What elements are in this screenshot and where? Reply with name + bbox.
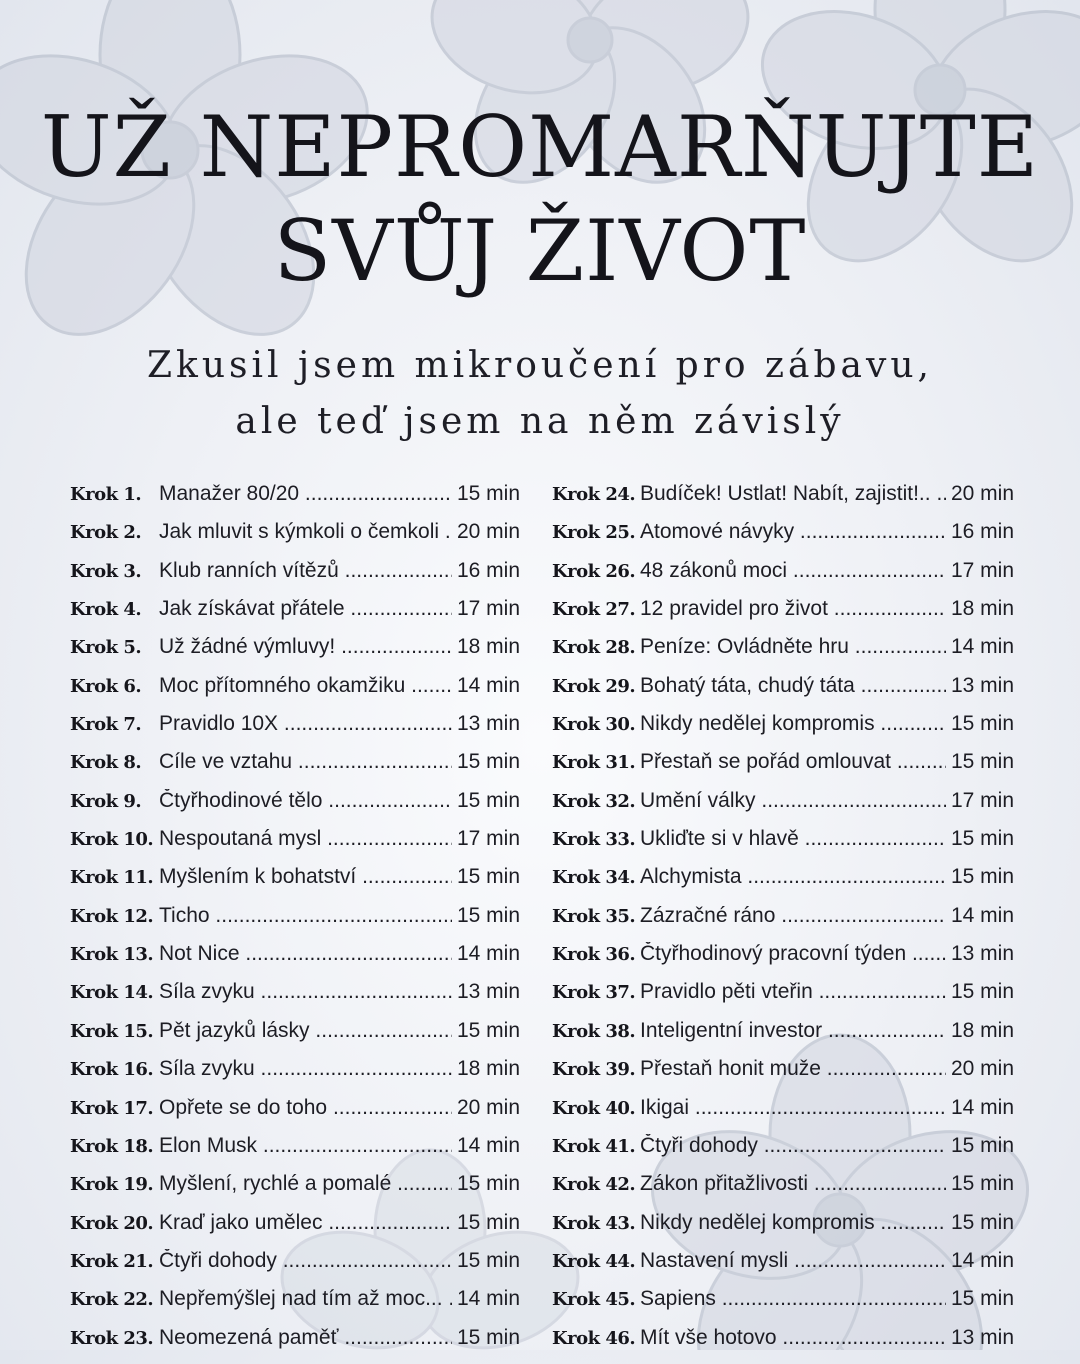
step-duration: 14 min xyxy=(950,635,1014,659)
step-duration: 20 min xyxy=(950,1057,1014,1081)
step-duration: 17 min xyxy=(950,788,1014,812)
step-title: Budíček! Ustlat! Nabít, zajistit!.. ..... xyxy=(640,482,946,506)
title-line-1: UŽ NEPROMARŇUJTE xyxy=(40,98,1040,196)
step-title: Nikdy nedělej kompromis ..... xyxy=(640,1211,946,1235)
step-duration: 18 min xyxy=(456,635,520,659)
step-title: Přestaň honit muže ..... xyxy=(640,1057,946,1081)
step-duration: 13 min xyxy=(950,942,1014,966)
step-number: Krok 11. xyxy=(70,867,154,889)
step-duration: 20 min xyxy=(456,1095,520,1119)
step-duration: 16 min xyxy=(950,520,1014,544)
list-item xyxy=(552,520,1014,558)
step-duration: 15 min xyxy=(950,712,1014,736)
list-item xyxy=(552,750,1014,788)
step-number: Krok 16. xyxy=(70,1059,154,1081)
step-duration: 16 min xyxy=(456,558,520,582)
step-duration: 15 min xyxy=(950,980,1014,1004)
step-number: Krok 46. xyxy=(552,1327,636,1349)
step-duration: 13 min xyxy=(456,980,520,1004)
step-number: Krok 32. xyxy=(552,790,636,812)
step-number: Krok 8. xyxy=(70,752,142,774)
step-title: Umění války ..... xyxy=(640,789,946,813)
list-item xyxy=(70,1211,520,1249)
step-duration: 15 min xyxy=(950,1172,1014,1196)
step-title: Inteligentní investor ..... xyxy=(640,1019,946,1043)
list-item xyxy=(552,827,1014,865)
list-item xyxy=(70,1172,520,1210)
list-item xyxy=(552,674,1014,712)
step-duration: 17 min xyxy=(456,827,520,851)
step-title: Mít vše hotovo ..... xyxy=(640,1326,946,1350)
step-number: Krok 39. xyxy=(552,1059,636,1081)
step-title: Klub ranních vítězů ..... xyxy=(159,559,452,583)
step-title: Čtyřhodinové tělo ..... xyxy=(159,789,452,813)
list-item xyxy=(552,597,1014,635)
step-number: Krok 22. xyxy=(70,1289,154,1311)
step-title: Jak získávat přátele ..... xyxy=(159,597,452,621)
step-duration: 15 min xyxy=(456,788,520,812)
list-item xyxy=(70,1326,520,1364)
step-title: Jak mluvit s kýmkoli o čemkoli ..... xyxy=(159,520,452,544)
step-number: Krok 30. xyxy=(552,714,636,736)
step-duration: 18 min xyxy=(950,597,1014,621)
list-item xyxy=(70,1287,520,1325)
step-duration: 14 min xyxy=(950,903,1014,927)
steps-list-right xyxy=(552,482,1014,1364)
list-item xyxy=(70,750,520,788)
step-number: Krok 25. xyxy=(552,522,636,544)
step-title: Nastavení mysli ..... xyxy=(640,1249,946,1273)
step-duration: 15 min xyxy=(456,1018,520,1042)
step-title: Atomové návyky ..... xyxy=(640,520,946,544)
list-item xyxy=(70,1057,520,1095)
step-number: Krok 6. xyxy=(70,675,142,697)
step-number: Krok 37. xyxy=(552,982,636,1004)
steps-list-left xyxy=(70,482,520,1364)
step-number: Krok 18. xyxy=(70,1135,154,1157)
step-number: Krok 33. xyxy=(552,829,636,851)
step-number: Krok 5. xyxy=(70,637,142,659)
step-number: Krok 14. xyxy=(70,982,154,1004)
list-item xyxy=(552,865,1014,903)
step-number: Krok 41. xyxy=(552,1135,636,1157)
step-duration: 15 min xyxy=(950,827,1014,851)
step-duration: 15 min xyxy=(456,750,520,774)
step-title: Zákon přitažlivosti ..... xyxy=(640,1172,946,1196)
list-item xyxy=(70,1019,520,1057)
step-number: Krok 29. xyxy=(552,675,636,697)
step-title: Moc přítomného okamžiku ..... xyxy=(159,674,452,698)
step-title: Nikdy nedělej kompromis ..... xyxy=(640,712,946,736)
step-number: Krok 4. xyxy=(70,599,142,621)
step-number: Krok 20. xyxy=(70,1212,154,1234)
step-duration: 15 min xyxy=(950,1287,1014,1311)
list-item xyxy=(552,789,1014,827)
list-item xyxy=(70,980,520,1018)
list-item xyxy=(552,1249,1014,1287)
step-duration: 14 min xyxy=(456,673,520,697)
step-duration: 13 min xyxy=(950,1325,1014,1349)
list-item xyxy=(552,482,1014,520)
list-item xyxy=(552,1172,1014,1210)
step-title: Přestaň se pořád omlouvat ..... xyxy=(640,750,946,774)
list-item xyxy=(70,1134,520,1172)
step-number: Krok 28. xyxy=(552,637,636,659)
step-number: Krok 42. xyxy=(552,1174,636,1196)
step-number: Krok 23. xyxy=(70,1327,154,1349)
step-title: Síla zvyku ..... xyxy=(159,1057,452,1081)
page-subtitle xyxy=(0,338,1080,450)
step-title: Ikigai ..... xyxy=(640,1096,946,1120)
step-number: Krok 2. xyxy=(70,522,142,544)
step-title: Cíle ve vztahu ..... xyxy=(159,750,452,774)
list-item xyxy=(70,789,520,827)
step-number: Krok 1. xyxy=(70,484,142,505)
step-duration: 17 min xyxy=(950,558,1014,582)
step-duration: 15 min xyxy=(456,903,520,927)
step-duration: 14 min xyxy=(456,942,520,966)
step-title: Už žádné výmluvy! ..... xyxy=(159,635,452,659)
list-item xyxy=(70,482,520,520)
list-item xyxy=(70,942,520,980)
step-title: Manažer 80/20 ..... xyxy=(159,482,452,506)
step-number: Krok 27. xyxy=(552,599,636,621)
step-title: Elon Musk ..... xyxy=(159,1134,452,1158)
step-title: Nepřemýšlej nad tím až moc... ..... xyxy=(159,1287,452,1311)
step-title: Zázračné ráno ..... xyxy=(640,904,946,928)
step-duration: 18 min xyxy=(456,1057,520,1081)
step-number: Krok 31. xyxy=(552,752,636,774)
step-title: Alchymista ..... xyxy=(640,865,946,889)
step-duration: 14 min xyxy=(456,1287,520,1311)
list-item xyxy=(552,1096,1014,1134)
step-title: Kraď jako umělec ..... xyxy=(159,1211,452,1235)
step-number: Krok 10. xyxy=(70,829,154,851)
step-number: Krok 34. xyxy=(552,867,636,889)
step-title: Sapiens ..... xyxy=(640,1287,946,1311)
list-item xyxy=(552,1019,1014,1057)
list-item xyxy=(70,520,520,558)
step-number: Krok 36. xyxy=(552,944,636,966)
step-title: Pět jazyků lásky ..... xyxy=(159,1019,452,1043)
title-line-2: SVŮJ ŽIVOT xyxy=(273,202,807,300)
list-item xyxy=(552,942,1014,980)
step-number: Krok 43. xyxy=(552,1212,636,1234)
step-title: Nespoutaná mysl ..... xyxy=(159,827,452,851)
step-title: Myšlení, rychlé a pomalé ..... xyxy=(159,1172,452,1196)
list-item xyxy=(70,1096,520,1134)
step-duration: 20 min xyxy=(950,482,1014,505)
step-duration: 15 min xyxy=(950,1133,1014,1157)
list-item xyxy=(552,904,1014,942)
step-duration: 18 min xyxy=(950,1018,1014,1042)
step-number: Krok 35. xyxy=(552,905,636,927)
step-duration: 14 min xyxy=(950,1095,1014,1119)
list-item xyxy=(552,1134,1014,1172)
step-title: Not Nice ..... xyxy=(159,942,452,966)
list-item xyxy=(552,1287,1014,1325)
list-item xyxy=(70,674,520,712)
list-item xyxy=(70,827,520,865)
step-duration: 13 min xyxy=(456,712,520,736)
step-duration: 15 min xyxy=(456,1248,520,1272)
page-title xyxy=(0,95,1080,303)
step-title: Pravidlo 10X ..... xyxy=(159,712,452,736)
step-title: 48 zákonů moci ..... xyxy=(640,559,946,583)
step-title: Bohatý táta, chudý táta ..... xyxy=(640,674,946,698)
list-item xyxy=(70,712,520,750)
step-number: Krok 19. xyxy=(70,1174,154,1196)
step-number: Krok 45. xyxy=(552,1289,636,1311)
step-title: Myšlením k bohatství ..... xyxy=(159,865,452,889)
step-title: Čtyři dohody ..... xyxy=(640,1134,946,1158)
step-duration: 14 min xyxy=(950,1248,1014,1272)
step-number: Krok 13. xyxy=(70,944,154,966)
subtitle-line-2: ale teď jsem na něm závislý xyxy=(235,401,845,442)
list-item xyxy=(552,980,1014,1018)
step-title: Pravidlo pěti vteřin ..... xyxy=(640,980,946,1004)
step-title: Peníze: Ovládněte hru ..... xyxy=(640,635,946,659)
step-number: Krok 15. xyxy=(70,1020,154,1042)
step-title: Čtyřhodinový pracovní týden ..... xyxy=(640,942,946,966)
list-item xyxy=(70,635,520,673)
step-number: Krok 24. xyxy=(552,484,636,505)
step-duration: 15 min xyxy=(950,1210,1014,1234)
step-title: Ticho ..... xyxy=(159,904,452,928)
list-item xyxy=(552,1211,1014,1249)
step-duration: 17 min xyxy=(456,597,520,621)
step-number: Krok 12. xyxy=(70,905,154,927)
list-item xyxy=(70,904,520,942)
step-number: Krok 44. xyxy=(552,1250,636,1272)
list-item xyxy=(552,1057,1014,1095)
step-title: Ukliďte si v hlavě ..... xyxy=(640,827,946,851)
step-duration: 15 min xyxy=(456,482,520,505)
step-number: Krok 17. xyxy=(70,1097,154,1119)
step-duration: 15 min xyxy=(456,1172,520,1196)
list-item xyxy=(552,712,1014,750)
step-duration: 15 min xyxy=(950,865,1014,889)
step-number: Krok 7. xyxy=(70,714,142,736)
list-item xyxy=(70,1249,520,1287)
step-duration: 14 min xyxy=(456,1133,520,1157)
step-title: Neomezená paměť ..... xyxy=(159,1326,452,1350)
step-duration: 15 min xyxy=(456,1210,520,1234)
list-item xyxy=(552,1326,1014,1364)
step-title: Opřete se do toho ..... xyxy=(159,1096,452,1120)
step-number: Krok 9. xyxy=(70,790,142,812)
step-duration: 15 min xyxy=(456,1325,520,1349)
list-item xyxy=(552,559,1014,597)
step-title: Čtyři dohody ..... xyxy=(159,1249,452,1273)
subtitle-line-1: Zkusil jsem mikroučení pro zábavu, xyxy=(147,345,933,386)
step-duration: 20 min xyxy=(456,520,520,544)
step-title: Síla zvyku ..... xyxy=(159,980,452,1004)
step-title: 12 pravidel pro život ..... xyxy=(640,597,946,621)
step-number: Krok 40. xyxy=(552,1097,636,1119)
step-number: Krok 38. xyxy=(552,1020,636,1042)
step-number: Krok 3. xyxy=(70,560,142,582)
step-duration: 15 min xyxy=(456,865,520,889)
step-duration: 13 min xyxy=(950,673,1014,697)
step-number: Krok 26. xyxy=(552,560,636,582)
list-item xyxy=(70,597,520,635)
step-duration: 15 min xyxy=(950,750,1014,774)
list-item xyxy=(70,559,520,597)
step-number: Krok 21. xyxy=(70,1250,154,1272)
list-item xyxy=(70,865,520,903)
list-item xyxy=(552,635,1014,673)
